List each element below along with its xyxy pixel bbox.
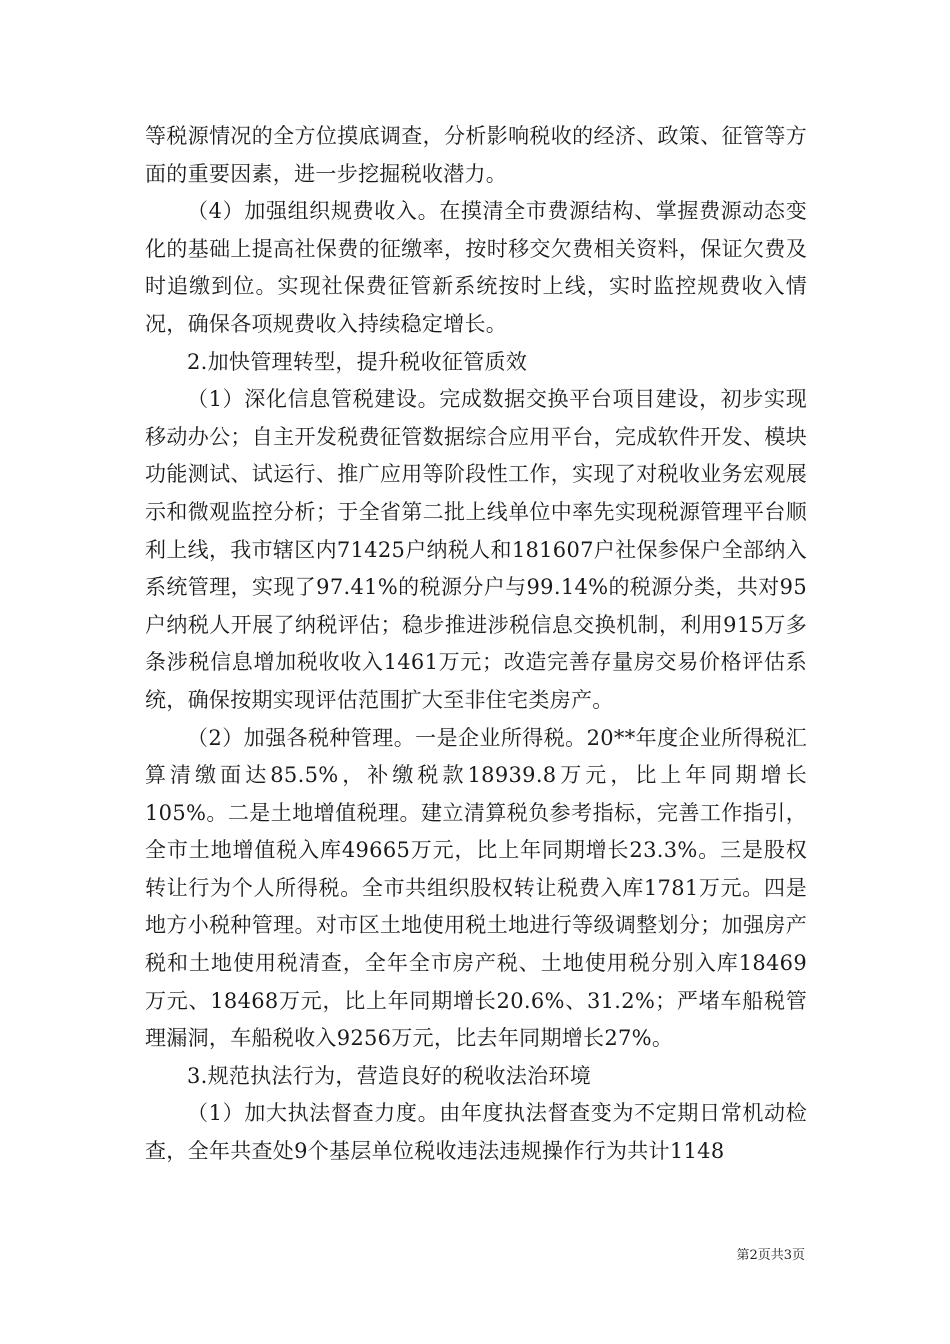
section-heading-law: 3.规范执法行为，营造良好的税收法治环境	[187, 1063, 592, 1088]
section-heading-management: 2.加快管理转型，提升税收征管质效	[187, 349, 528, 374]
page-number-footer: 第2页共3页	[736, 1248, 805, 1263]
paragraph-information-tax: （1）深化信息管税建设。完成数据交换平台项目建设，初步实现移动办公；自主开发税费征管数据综合应用平台，完成软件开发、模块功能测试、试运行、推广应用等阶段性工作，实现了对税收业务宏观展示和微观监控分析；于全省第二批上线单位中率先实现税源管理平台顺利上线，我市辖区内71425户纳税人和181607户社保参保户全部纳入系统管理，实现了97.41%的税源分户与99.14%的税源分类，共对95户纳税人开展了纳税评估；稳步推进涉税信息交换机制，利用915万多条涉税信息增加税收收入1461万元；改造完善存量房交易价格评估系统，确保按期实现评估范围扩大至非住宅类房产。	[145, 387, 807, 712]
paragraph-law-supervision: （1）加大执法督查力度。由年度执法督查变为不定期日常机动检查，全年共查处9个基层单位税收违法违规操作行为共计1148	[145, 1101, 807, 1164]
paragraph-tax-types: （2）加强各税种管理。一是企业所得税。20**年度企业所得税汇算清缴面达85.5%，补缴税款18939.8万元，比上年同期增长105%。二是土地增值税理。建立清算税负参考指标，完善工作指引，全市土地增值税入库49665万元，比上年同期增长23.3%。三是股权转让行为个人所得税。全市共组织股权转让税费入库1781万元。四是地方小税种管理。对市区土地使用税土地进行等级调整划分；加强房产税和土地使用税清查，全年全市房产税、土地使用税分别入库18469万元、18468万元，比上年同期增长20.6%、31.2%；严堵车船税管理漏洞，车船税收入9256万元，比去年同期增长27%。	[145, 725, 807, 1051]
document-body	[145, 118, 807, 1171]
paragraph-social-fee: （4）加强组织规费收入。在摸清全市费源结构、掌握费源动态变化的基础上提高社保费的征缴率，按时移交欠费相关资料，保证欠费及时追缴到位。实现社保费征管新系统按时上线，实时监控规费收入情况，确保各项规费收入持续稳定增长。	[145, 199, 807, 336]
paragraph-continuation: 等税源情况的全方位摸底调查，分析影响税收的经济、政策、征管等方面的重要因素，进一步挖掘税收潜力。	[145, 124, 807, 186]
